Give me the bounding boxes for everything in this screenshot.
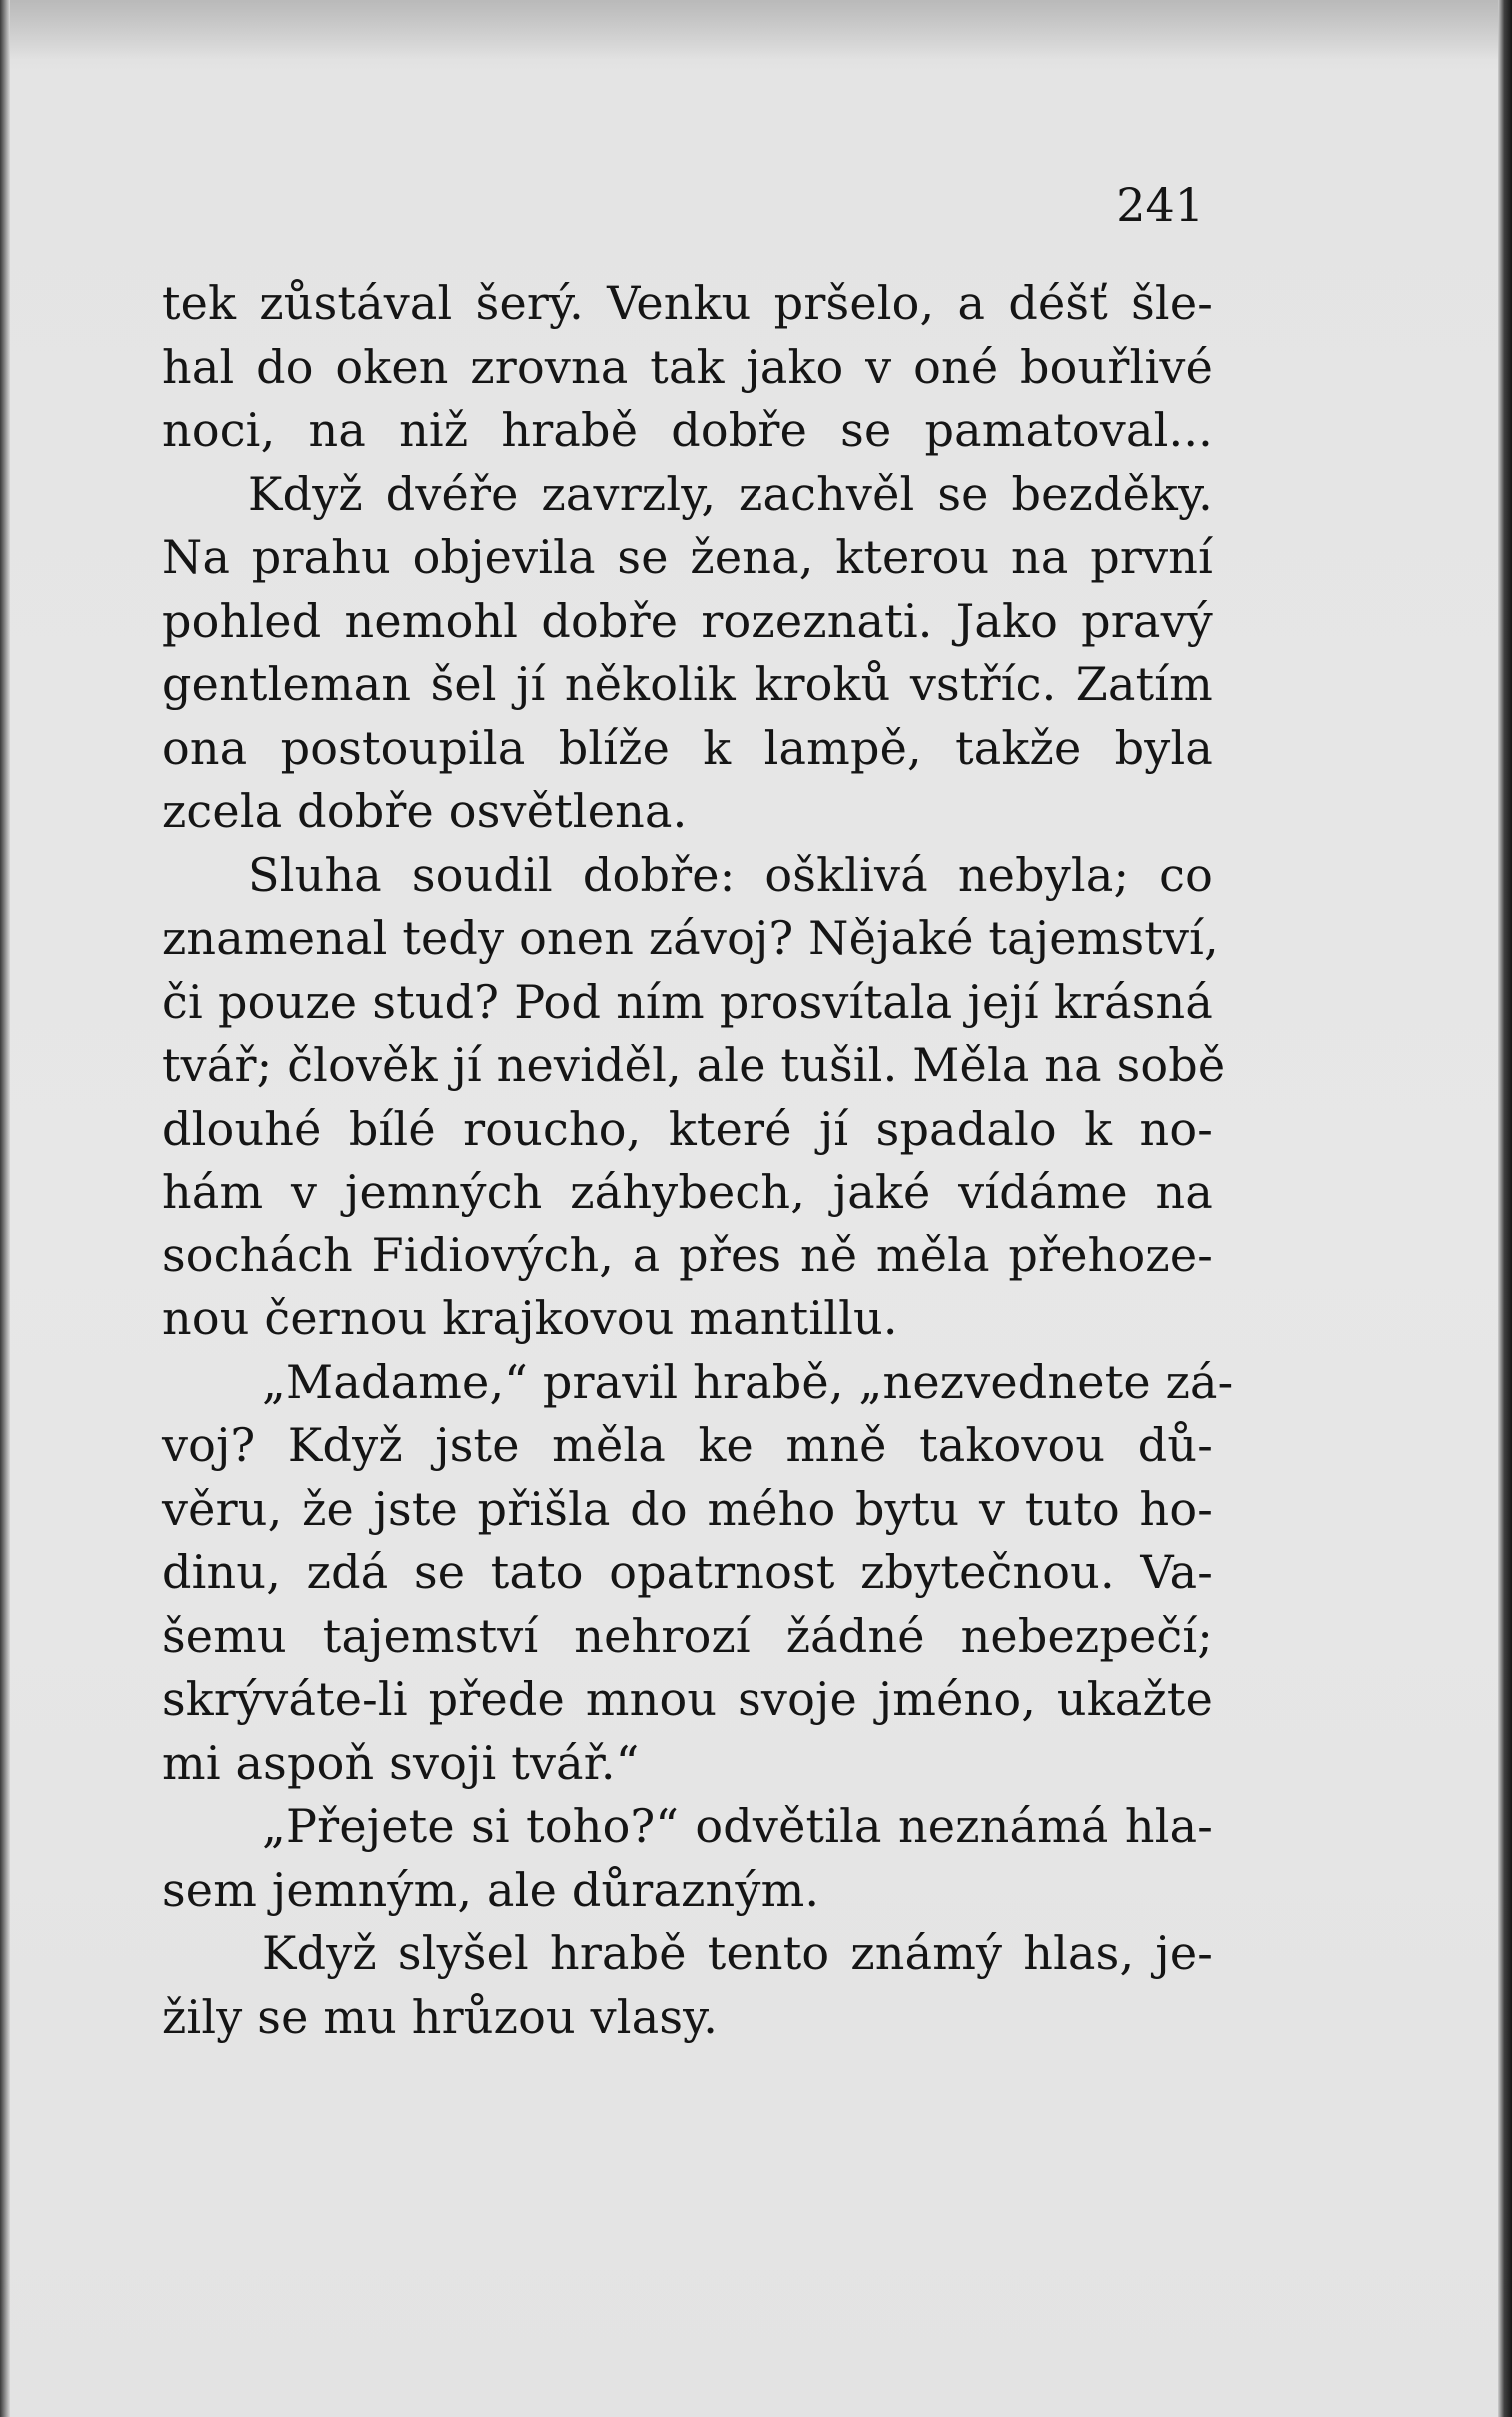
text-line: či pouze stud? Pod ním prosvítala její krásná (162, 974, 1213, 1029)
scan-shadow-top (0, 0, 1512, 60)
page-number: 241 (1116, 178, 1204, 232)
text-line: nou černou krajkovou mantillu. (162, 1291, 898, 1345)
text-line: tvář; člověk jí neviděl, ale tušil. Měla na sobě (162, 1038, 1226, 1092)
text-line: skrýváte-li přede mnou svoje jméno, ukažte (162, 1672, 1213, 1726)
text-line: Když dvéře zavrzly, zachvěl se bezděky. (248, 466, 1213, 521)
text-line: znamenal tedy onen závoj? Nějaké tajemství, (162, 911, 1219, 965)
text-line: ona postoupila blíže k lampě, takže byla (162, 720, 1213, 775)
text-line: šemu tajemství nehrozí žádné nebezpečí; (162, 1608, 1213, 1663)
text-line: mi aspoň svoji tvář.“ (162, 1735, 640, 1790)
text-line: gentleman šel jí několik kroků vstříc. Zatím (162, 657, 1213, 711)
text-line: zcela dobře osvětlena. (162, 784, 688, 838)
page-edge-left (0, 0, 10, 2417)
text-line: žily se mu hrůzou vlasy. (162, 1989, 719, 2044)
text-line: „Madame,“ pravil hrabě, „nezvednete zá- (262, 1354, 1234, 1409)
text-line: věru, že jste přišla do mého bytu v tuto ho- (162, 1481, 1213, 1536)
text-line: hal do oken zrovna tak jako v oné bouřlivé (162, 339, 1213, 394)
text-line: dlouhé bílé roucho, které jí spadalo k no- (162, 1101, 1213, 1156)
text-line: „Přejete si toho?“ odvětila neznámá hla- (262, 1799, 1213, 1853)
text-line: voj? Když jste měla ke mně takovou dů- (162, 1418, 1213, 1472)
text-line: sem jemným, ale důrazným. (162, 1862, 820, 1917)
text-line: Na prahu objevila se žena, kterou na první (162, 530, 1213, 584)
text-line: hám v jemných záhybech, jaké vídáme na (162, 1165, 1213, 1218)
body-text (162, 272, 1234, 2049)
text-line: pohled nemohl dobře rozeznati. Jako pravý (162, 593, 1213, 648)
text-line: tek zůstával šerý. Venku pršelo, a déšť šle- (162, 276, 1213, 330)
text-line: Sluha soudil dobře: ošklivá nebyla; co (248, 847, 1213, 902)
text-line: noci, na niž hrabě dobře se pamatoval... (162, 403, 1213, 457)
page-edge-right (1498, 0, 1512, 2417)
text-line: sochách Fidiových, a přes ně měla přehoze- (162, 1227, 1213, 1282)
text-line: Když slyšel hrabě tento známý hlas, je- (262, 1926, 1213, 1980)
text-line: dinu, zdá se tato opatrnost zbytečnou. Va- (162, 1545, 1213, 1599)
